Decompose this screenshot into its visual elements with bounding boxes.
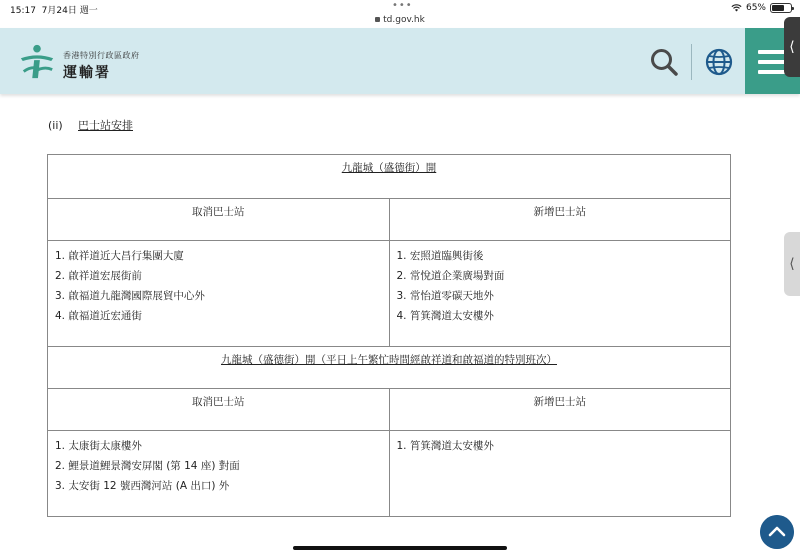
table-heading (48, 347, 731, 389)
section-title: 巴士站安排 (78, 119, 133, 132)
section-heading (48, 117, 133, 133)
status-date-text: 7月24日 週一 (41, 6, 98, 16)
status-right (731, 3, 792, 13)
more-dots-icon[interactable]: ••• (392, 0, 413, 11)
battery-level (772, 5, 784, 11)
address-bar[interactable] (0, 15, 800, 25)
wifi-icon (731, 4, 742, 12)
table-heading-text: 九龍城（盛德街）開（平日上午繁忙時間經啟祥道和啟福道的特別班次） (221, 354, 557, 366)
list-item: 3. 太安街 12 號西灣河站 (A 出口) 外 (55, 480, 230, 492)
new-stops-cell (389, 431, 731, 517)
column-header-cancelled: 取消巴士站 (48, 389, 390, 431)
bus-stop-arrangement-table (47, 154, 731, 517)
globe-language-icon[interactable] (703, 46, 735, 78)
site-header (0, 28, 800, 94)
column-header-cancelled: 取消巴士站 (48, 199, 390, 241)
section-number: (ii) (48, 119, 63, 132)
menu-bar-line (758, 70, 786, 74)
column-header-new: 新增巴士站 (389, 389, 731, 431)
back-to-top-button[interactable] (760, 515, 794, 549)
side-panel-handle[interactable]: ⟨ (784, 232, 800, 296)
transport-department-logo[interactable] (18, 43, 56, 81)
battery-percent: 65% (745, 3, 766, 13)
list-item: 4. 筲箕灣道太安樓外 (396, 310, 494, 322)
menu-bar-line (758, 50, 786, 54)
lock-icon (375, 17, 380, 22)
list-item: 1. 太康街太康樓外 (55, 440, 142, 452)
cancelled-stops-cell (48, 431, 390, 517)
status-time-text: 15:17 (10, 6, 36, 16)
battery-icon (770, 3, 792, 13)
brand-subtitle: 香港特別行政區政府 (63, 51, 140, 60)
cancelled-stops-cell (48, 241, 390, 347)
list-item: 1. 宏照道臨興街後 (396, 250, 484, 262)
list-item: 2. 啟祥道宏展街前 (55, 270, 142, 282)
list-item: 4. 啟福道近宏通街 (55, 310, 142, 322)
header-divider (691, 44, 692, 80)
table-heading-text: 九龍城（盛德街）開 (341, 162, 437, 174)
brand-title[interactable]: 運輸署 (63, 65, 111, 81)
new-stops-cell (389, 241, 731, 347)
list-item: 2. 常悅道企業廣場對面 (396, 270, 505, 282)
column-header-new: 新增巴士站 (389, 199, 731, 241)
status-bar (0, 0, 800, 28)
list-item: 3. 常怡道零碳天地外 (396, 290, 494, 302)
list-item: 2. 鯉景道鯉景灣安屏閣 (第 14 座) 對面 (55, 460, 240, 472)
table-heading (48, 155, 731, 199)
side-panel-handle-top[interactable]: ⟨ (784, 17, 800, 77)
address-url: td.gov.hk (383, 15, 425, 25)
list-item: 1. 筲箕灣道太安樓外 (396, 440, 494, 452)
list-item: 3. 啟福道九龍灣國際展貿中心外 (55, 290, 205, 302)
home-indicator[interactable] (293, 546, 507, 550)
search-icon[interactable] (648, 46, 680, 78)
menu-bar-line (758, 60, 786, 64)
list-item: 1. 啟祥道近大昌行集團大廈 (55, 250, 184, 262)
